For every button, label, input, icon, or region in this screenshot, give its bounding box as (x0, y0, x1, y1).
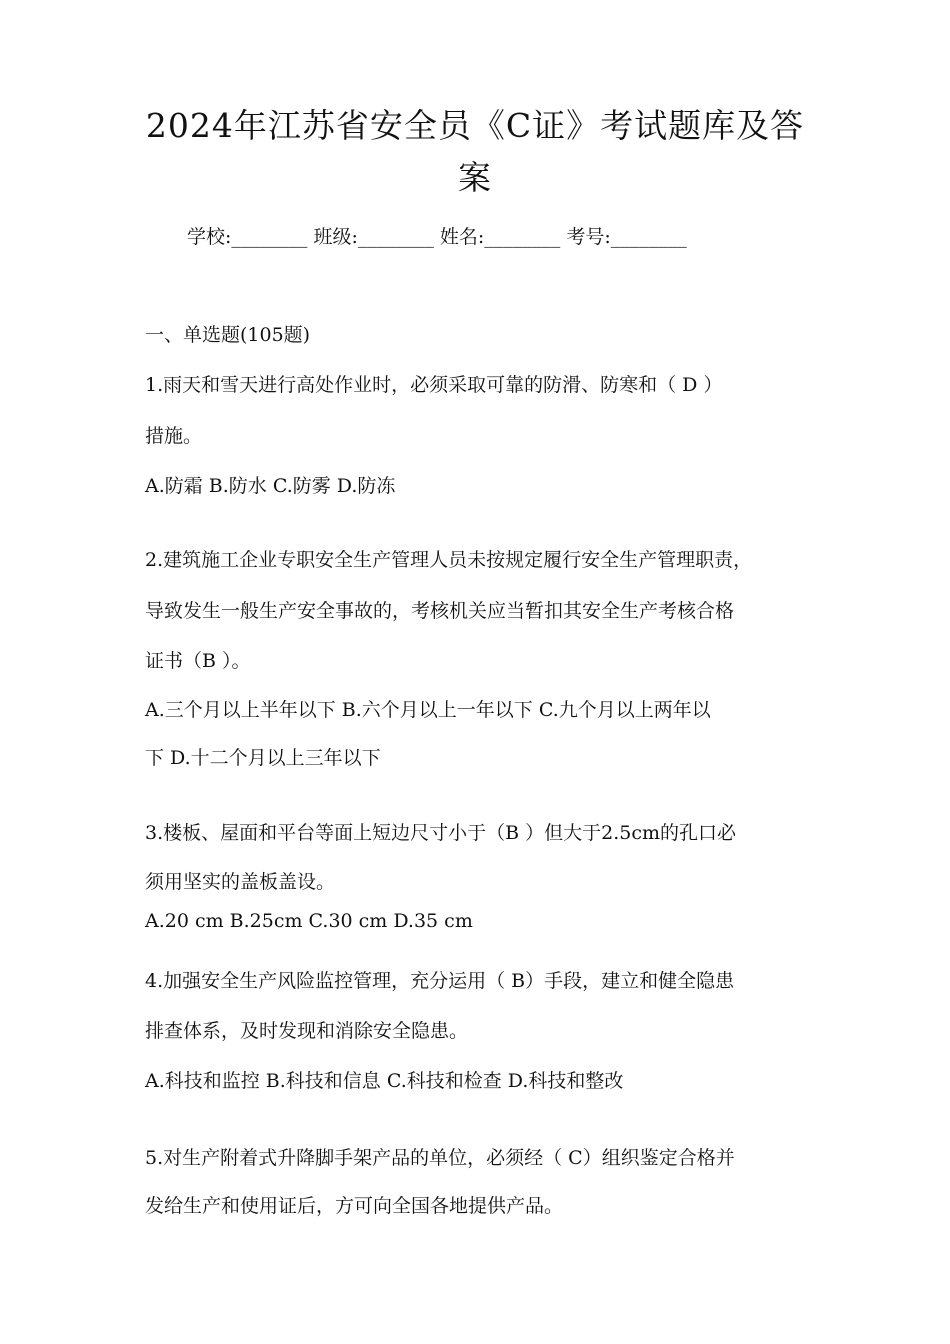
section-heading: 一、单选题(105题) (145, 324, 311, 346)
question-text-line: 1.雨天和雪天进行高处作业时，必须采取可靠的防滑、防寒和（ D ） (145, 374, 723, 396)
question-text-line: 发给生产和使用证后，方可向全国各地提供产品。 (145, 1195, 564, 1217)
question-options: A.20 cm B.25cm C.30 cm D.35 cm (145, 910, 473, 932)
question-text-line: 2.建筑施工企业专职安全生产管理人员未按规定履行安全生产管理职责， (145, 549, 753, 571)
question-text-line: 导致发生一般生产安全事故的，考核机关应当暂扣其安全生产考核合格 (145, 600, 735, 622)
question-text-line: 须用坚实的盖板盖设。 (145, 871, 336, 893)
question-text-line: 3.楼板、屋面和平台等面上短边尺寸小于（B ）但大于2.5cm的孔口必 (145, 822, 737, 844)
document-title (120, 100, 830, 204)
question-text-line: 5.对生产附着式升降脚手架产品的单位，必须经（ C）组织鉴定合格并 (145, 1147, 735, 1169)
question-options: A.科技和监控 B.科技和信息 C.科技和检查 D.科技和整改 (145, 1070, 624, 1092)
title-line-2: 案 (458, 158, 492, 197)
question-options: A.三个月以上半年以下 B.六个月以上一年以下 C.九个月以上两年以 (145, 699, 711, 721)
student-info-line: 学校:________ 班级:________ 姓名:________ 考号:________ (187, 226, 687, 248)
title-line-1: 2024年江苏省安全员《C证》考试题库及答 (145, 106, 805, 145)
question-options: 下 D.十二个月以上三年以下 (145, 747, 381, 769)
question-text-line: 排查体系，及时发现和消除安全隐患。 (145, 1020, 469, 1042)
question-text-line: 措施。 (145, 425, 203, 447)
question-text-line: 证书（B ）。 (145, 650, 251, 672)
question-options: A.防霜 B.防水 C.防雾 D.防冻 (145, 475, 396, 497)
question-text-line: 4.加强安全生产风险监控管理，充分运用（ B）手段，建立和健全隐患 (145, 970, 735, 992)
